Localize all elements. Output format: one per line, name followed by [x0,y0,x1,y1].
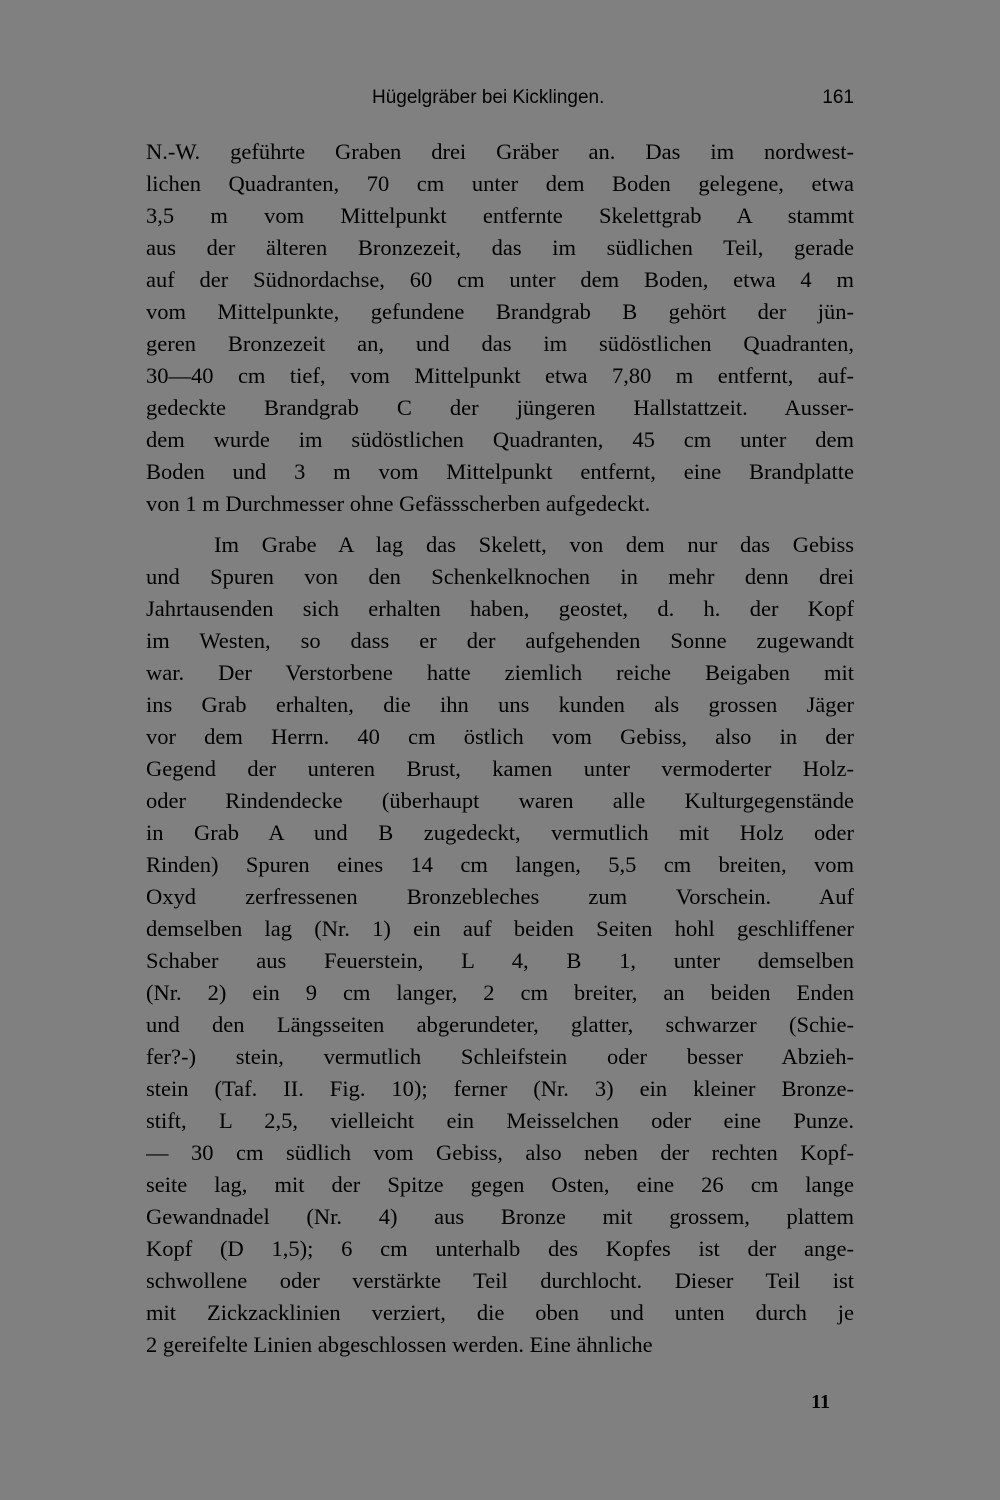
text-line: Kopf (D 1,5); 6 cm unterhalb des Kopfes ist der ange- [146,1236,854,1261]
text-line: — 30 cm südlich vom Gebiss, also neben der rechten Kopf- [146,1140,854,1165]
text-line: (Nr. 2) ein 9 cm langer, 2 cm breiter, an beiden Enden [146,980,854,1005]
text-line: 30—40 cm tief, vom Mittelpunkt etwa 7,80 m entfernt, auf- [146,363,854,388]
text-line: Im Grabe A lag das Skelett, von dem nur das Gebiss [214,532,854,557]
text-line: und Spuren von den Schenkelknochen in mehr denn drei [146,564,854,589]
paragraph-gap [146,520,854,529]
text-line: 3,5 m vom Mittelpunkt entfernte Skelettgrab A stammt [146,203,854,228]
running-title: Hügelgräber bei Kicklingen. [372,87,605,108]
text-line: Oxyd zerfressenen Bronzebleches zum Vorschein. Auf [146,884,854,909]
text-line: dem wurde im südöstlichen Quadranten, 45 cm unter dem [146,427,854,452]
page-number: 161 [822,87,854,108]
text-line: in Grab A und B zugedeckt, vermutlich mit Holz oder [146,820,854,845]
text-line: stein (Taf. II. Fig. 10); ferner (Nr. 3) ein kleiner Bronze- [146,1076,854,1101]
text-line: demselben lag (Nr. 1) ein auf beiden Seiten hohl geschliffener [146,916,854,941]
text-line: gedeckte Brandgrab C der jüngeren Hallstattzeit. Ausser- [146,395,854,420]
text-line: ins Grab erhalten, die ihn uns kunden als grossen Jäger [146,692,854,717]
text-line: seite lag, mit der Spitze gegen Osten, eine 26 cm lange [146,1172,854,1197]
text-line: schwollene oder verstärkte Teil durchlocht. Dieser Teil ist [146,1268,854,1293]
paragraph-2 [146,529,854,1361]
text-line: Boden und 3 m vom Mittelpunkt entfernt, eine Brandplatte [146,459,854,484]
text-line: im Westen, so dass er der aufgehenden Sonne zugewandt [146,628,854,653]
text-line: aus der älteren Bronzezeit, das im südlichen Teil, gerade [146,235,854,260]
text-line: mit Zickzacklinien verziert, die oben und unten durch je [146,1300,854,1325]
text-line: auf der Südnordachse, 60 cm unter dem Boden, etwa 4 m [146,267,854,292]
text-line: Jahrtausenden sich erhalten haben, geostet, d. h. der Kopf [146,596,854,621]
text-line: Schaber aus Feuerstein, L 4, B 1, unter demselben [146,948,854,973]
text-line: vom Mittelpunkte, gefundene Brandgrab B gehört der jün- [146,299,854,324]
printer-signature: 11 [811,1391,830,1413]
text-line: von 1 m Durchmesser ohne Gefässscherben aufgedeckt. [146,491,651,516]
page-header [146,84,854,112]
text-line: stift, L 2,5, vielleicht ein Meisselchen oder eine Punze. [146,1108,854,1133]
text-line: N.-W. geführte Graben drei Gräber an. Das im nordwest- [146,139,854,164]
text-line: oder Rindendecke (überhaupt waren alle Kulturgegenstände [146,788,854,813]
text-line: vor dem Herrn. 40 cm östlich vom Gebiss, also in der [146,724,854,749]
text-line: Gegend der unteren Brust, kamen unter vermoderter Holz- [146,756,854,781]
text-line: fer?-) stein, vermutlich Schleifstein oder besser Abzieh- [146,1044,854,1069]
body-text [146,136,854,1361]
text-line: lichen Quadranten, 70 cm unter dem Boden gelegene, etwa [146,171,854,196]
text-line: war. Der Verstorbene hatte ziemlich reiche Beigaben mit [146,660,854,685]
text-line: Gewandnadel (Nr. 4) aus Bronze mit grossem, plattem [146,1204,854,1229]
text-line: geren Bronzezeit an, und das im südöstlichen Quadranten, [146,331,854,356]
text-line: 2 gereifelte Linien abgeschlossen werden. Eine ähnliche [146,1332,653,1357]
text-line: Rinden) Spuren eines 14 cm langen, 5,5 cm breiten, vom [146,852,854,877]
text-line: und den Längsseiten abgerundeter, glatter, schwarzer (Schie- [146,1012,854,1037]
paragraph-1 [146,136,854,520]
